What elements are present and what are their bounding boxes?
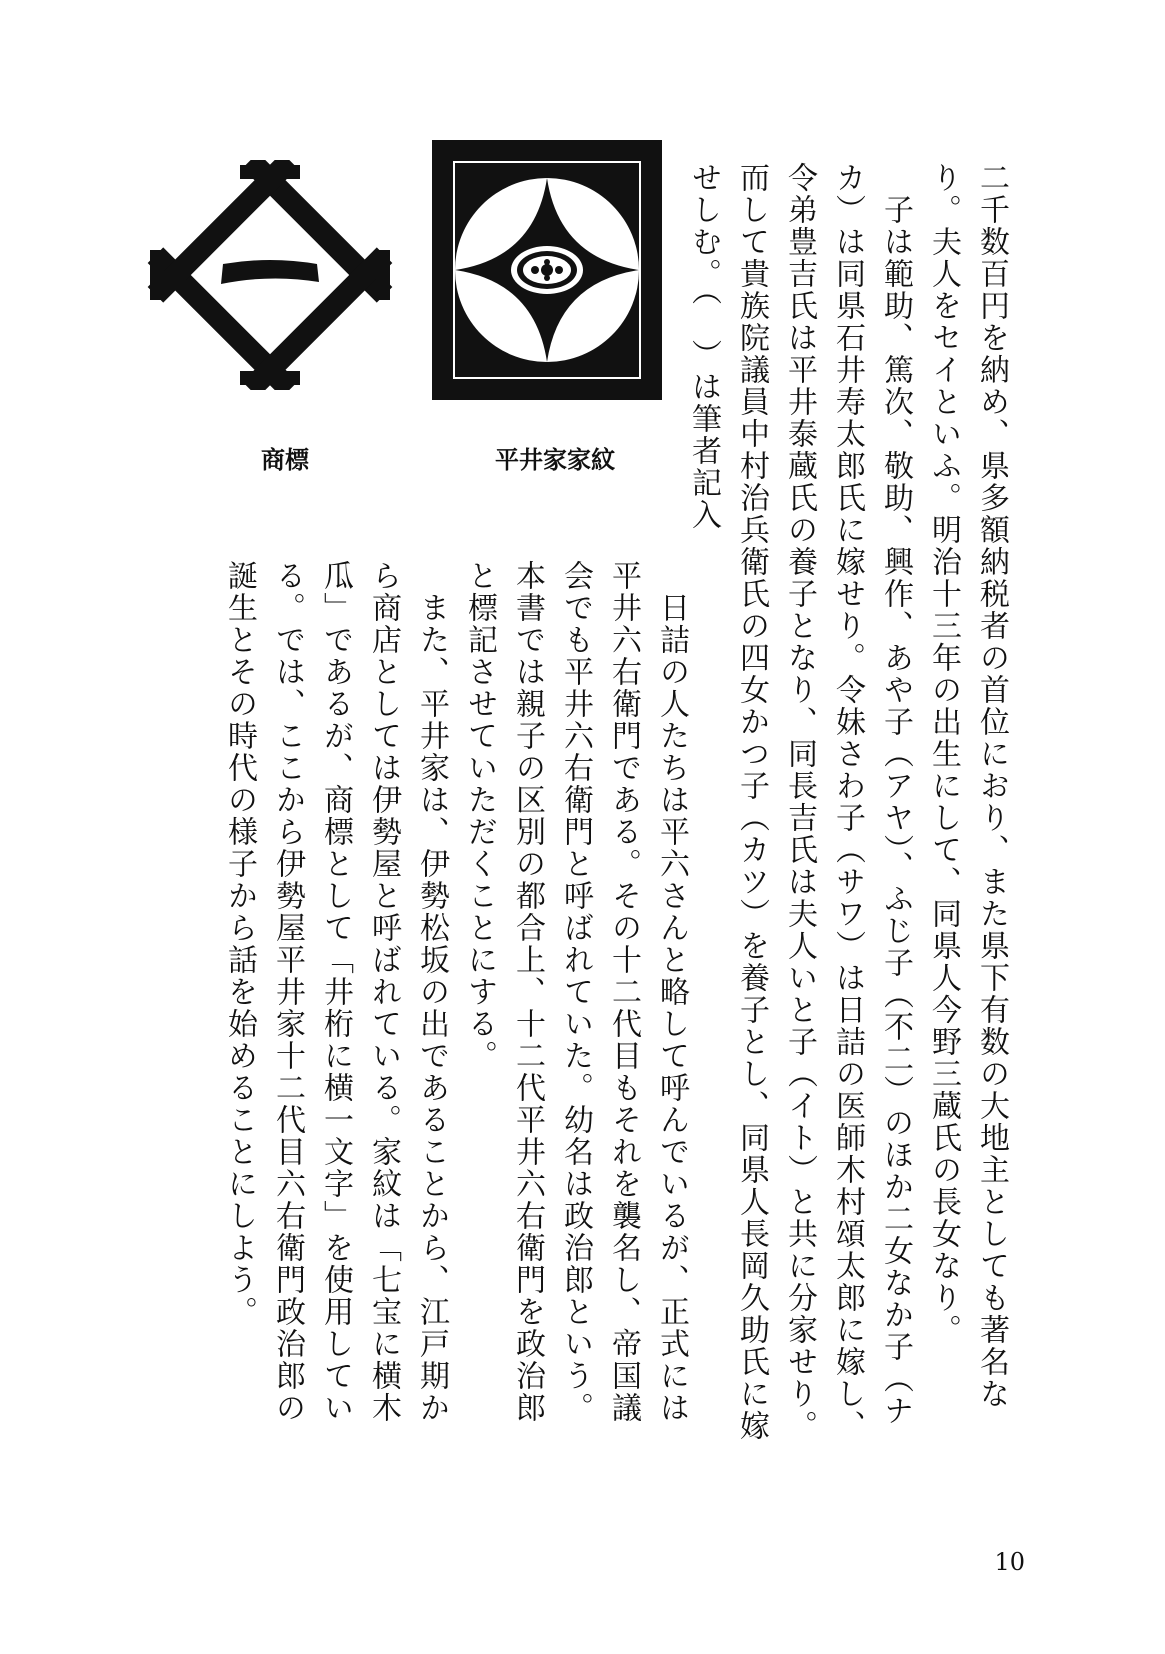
body-text-upper: 二千数百円を納め、県多額納税者の首位におり、また県下有数の大地主としても著名なり。夫人をセイといふ。明治十三年の出生にして、同県人今野三蔵氏の長女なり。 子は範助、篤次、敬助、興作、あや子（アヤ）、ふじ子（不二）のほか二女なか子（ナカ）は同県石井寿太郎氏に嫁せり。令妹さわ子（サワ）は日詰の医師木村頌太郎に嫁し、令弟豊吉氏は平井泰蔵氏の養子となり、同長吉氏は夫人いと子（イト）と共に分家せり。而して貴族院議員中村治兵衛氏の四女かつ子（カツ）を養子とし、同県人長岡久助氏に嫁せしむ。（ ）は筆者記入 [686,162,1009,1442]
crest-caption: 平井家家紋 [495,446,615,474]
page-number: 10 [994,1548,1025,1576]
body-text-lower: 日詰の人たちは平六さんと略して呼んでいるが、正式には平井六右衛門である。その十二代目もそれを襲名し、帝国議会でも平井六右衛門と呼ばれていた。幼名は政治郎という。本書では親子の区別の都合上、十二代平井六右衛門を政治郎と標記させていただくことにする。 また、平井家は、伊勢松坂の出であることから、江戸期から商店としては伊勢屋と呼ばれている。家紋は「七宝に横木瓜」であるが、商標として「井桁に横一文字」を使用している。では、ここから伊勢屋平井家十二代目六右衛門政治郎の誕生とその時代の様子から話を始めることにしよう。 [222,560,689,1424]
trademark-caption: 商標 [261,446,309,474]
